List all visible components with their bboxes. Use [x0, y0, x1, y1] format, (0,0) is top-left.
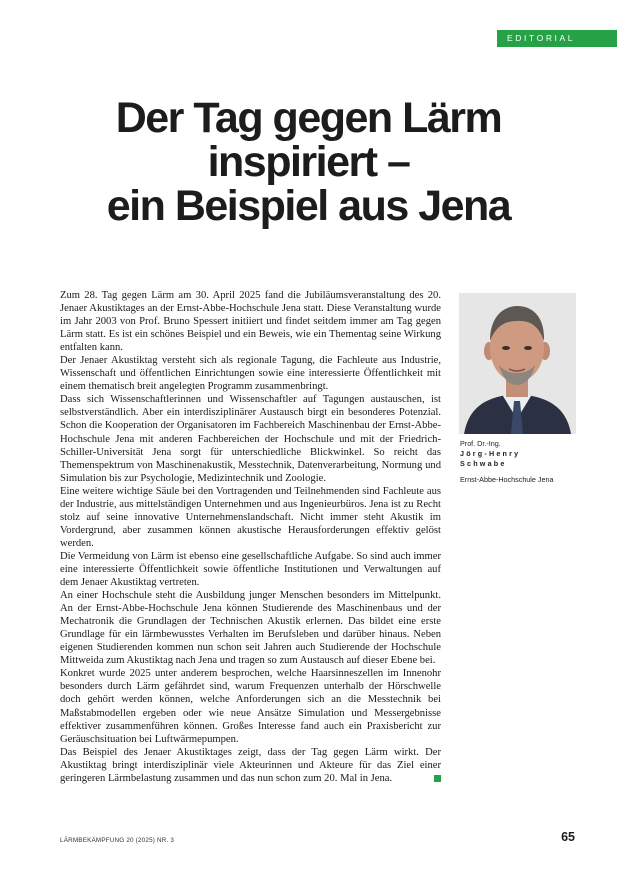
paragraph: An einer Hochschule steht die Ausbildung junger Menschen besonders im Mittelpunkt. An der Ernst-Abbe-Hochschule Jena können Studierende des Maschinenbaus und der Mechatronik die Grundlagen der Technischen Akustik erlernen. Das bildet eine erste Grundlage für ein lärmbewusstes Verhalten im Berufsleben und darüber hinaus. Neben eigenen Studierenden kommen nun schon seit Jahren auch Studierende der Hochschule Mittweida zum Akustiktag nach Jena und tragen so zum Austausch auf dieser Ebene bei.	[60, 590, 441, 667]
article-body	[60, 289, 441, 785]
headline-line-3: ein Beispiel aus Jena	[106, 182, 511, 230]
author-portrait	[459, 293, 576, 434]
portrait-caption	[460, 439, 580, 485]
caption-name-first: Jörg-Henry	[460, 449, 521, 458]
paragraph: Der Jenaer Akustiktag versteht sich als regionale Tagung, die Fachleute aus Industrie, Wissenschaft und öffentlichen Einrichtungen sowie eine interessierte Öffentlichkeit mit einem thematisch breit angelegten Programm zusammenbringt.	[60, 355, 441, 393]
headline-line-1: Der Tag gegen Lärm	[115, 94, 502, 142]
headline-line-2: inspiriert –	[207, 138, 410, 186]
paragraph: Die Vermeidung von Lärm ist ebenso eine gesellschaftliche Aufgabe. So sind auch immer eine interessierte Öffentlichkeit sowie öffentliche Institutionen und Verwaltungen auf dem Jenaer Akustiktag vertreten.	[60, 550, 441, 589]
paragraph: Zum 28. Tag gegen Lärm am 30. April 2025 fand die Jubiläumsveranstaltung des 20. Jenaer Akustiktages an der Ernst-Abbe-Hochschule Jena statt. Diese Veranstaltung wurde im Jahr 2003 von Prof. Bruno Spessert initiiert und findet seitdem immer am Tag gegen Lärm statt. Es ist ein schönes Beispiel und ein Beweis, wie ein Thementag seine Wirkung entfalten kann.	[60, 290, 441, 354]
section-tag: EDITORIAL	[497, 30, 617, 47]
page-number: 65	[561, 830, 575, 844]
journal-footer: LÄRMBEKÄMPFUNG 20 (2025) NR. 3	[60, 837, 175, 844]
paragraph: Eine weitere wichtige Säule bei den Vortragenden und Teilnehmenden sind Fachleute aus der Industrie, aus mittelständigen Unternehmen und aus Ingenieurbüros. Jena ist zu Recht stolz auf seine innovative Unternehmenslandschaft. Nicht immer steht Akustik im Vordergrund, aber zusammen können akustische Herausforderungen effektiv gelöst werden.	[60, 485, 441, 549]
caption-title: Prof. Dr.-Ing.	[460, 439, 501, 448]
caption-affiliation: Ernst-Abbe-Hochschule Jena	[460, 475, 554, 484]
caption-name-last: Schwabe	[460, 459, 507, 468]
paragraph: Konkret wurde 2025 unter anderem besprochen, welche Haarsinneszellen im Innenohr besonders durch Lärm gefährdet sind, warum Frequenzen unterhalb der Hörschwelle doch gehört werden können, welche Anforderungen sich an die Messtechnik bei Maßstabmodellen ergeben oder wie neue Ansätze Simulation und Messergebnisse effektiver zusammenführen können. Großes Interesse fand auch ein Praxisbericht zur Geräuschsituation bei Luftwärmepumpen.	[60, 668, 441, 745]
portrait-image	[459, 293, 576, 434]
paragraph: Dass sich Wissenschaftlerinnen und Wissenschaftler auf Tagungen austauschen, ist selbstverständlich. Aber ein interdisziplinärer Austausch birgt ein besonderes Potenzial. Schon die Kooperation der Organisatoren im Fachbereich Maschinenbau der Ernst-Abbe-Hochschule Jena mit anderen Fachbereichen der Hochschule und mit der Friedrich-Schiller-Universität Jena sorgt für unterschiedliche Blickwinkel. So reicht das Themenspektrum von Maschinenakustik, Messtechnik, Datenverarbeitung, Normung und Simulation bis zur Psychologie, Medizintechnik und Zoologie.	[60, 394, 441, 484]
end-of-article-mark	[434, 775, 441, 782]
article-headline	[40, 96, 577, 228]
paragraph-last-text: Das Beispiel des Jenaer Akustiktages zeigt, dass der Tag gegen Lärm wirkt. Der Akustiktag bringt interdisziplinär viele Akteurinnen und Akteure für das Ziel einer geringeren Lärmbelastung zusammen und das nun schon zum 20. Mal in Jena.	[60, 746, 441, 784]
paragraph-last	[60, 746, 441, 785]
